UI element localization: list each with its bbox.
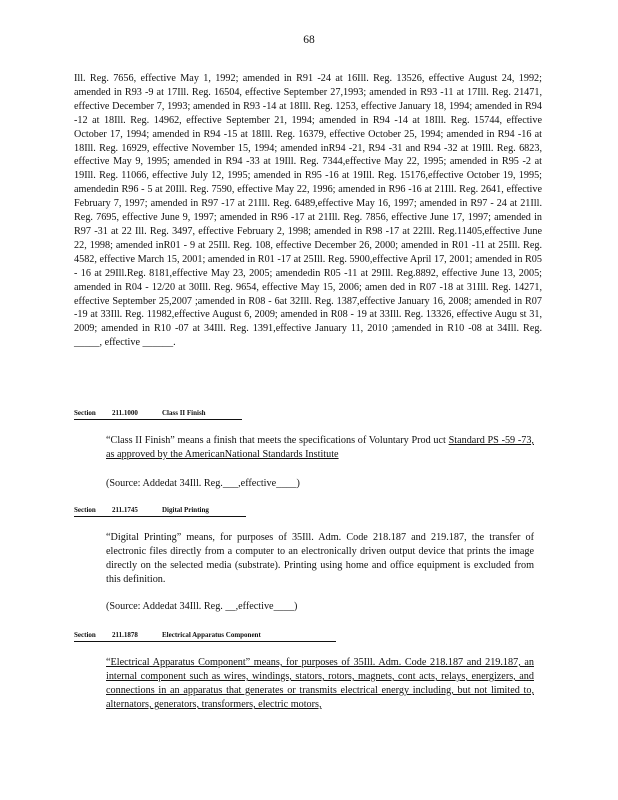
section-title: Electrical Apparatus Component xyxy=(162,631,261,639)
section-title: Digital Printing xyxy=(162,506,209,514)
section-title: Class II Finish xyxy=(162,409,206,417)
section-heading-rule xyxy=(74,419,242,420)
definition-electrical-apparatus-component xyxy=(106,656,534,712)
section-number: 211.1000 xyxy=(112,409,138,417)
definition-text-underlined: Standard PS -59 -73, as approved by the AmericanNational Standards Institute xyxy=(106,435,534,460)
definition-text-underlined: “Electrical Apparatus Component” means, for purposes of 35Ill. Adm. Code 218.187 and 219.187, an internal component such as wires, windings, stators, rotors, magnets, cont acts, relays, energizers, and connections in an apparatus that generates or transmits electrical energy including, but not limited to, alternators, generators, transformers, electric motors, xyxy=(106,657,534,710)
section-heading-211-1000 xyxy=(74,409,206,418)
section-heading-rule xyxy=(74,641,336,642)
definition-class-ii-finish xyxy=(106,434,534,462)
section-label: Section xyxy=(74,506,96,514)
section-label: Section xyxy=(74,409,96,417)
section-heading-rule xyxy=(74,516,246,517)
history-note: Ill. Reg. 7656, effective May 1, 1992; amended in R91 -24 at 16Ill. Reg. 13526, effective August 24, 1992; amended in R93 -9 at 17Ill. Reg. 16504, effective September 27,1993; amended in R93 -11 at 17Ill. Reg. 21471, effective December 7, 1993; amended in R93 -14 at 18Ill. Reg. 1253, effective January 18, 1994; amended in R94 -12 at 18Ill. Reg. 14962, effective September 21, 1994; amended in R94 -14 at 18Ill. Reg. 15744, effective October 17, 1994; amended in R94 -15 at 18Ill. Reg. 16379, effective October 25, 1994; amended in R94 -16 at 18Ill. Reg. 16929, effective November 15, 1994; amended inR94 -21, R94 -31 and R94 -32 at 19Ill. Reg. 6823, effective May 9, 1995; amended in R94 -33 at 19Ill. Reg. 7344,effective May 22, 1995; amended in R95 -2 at 19Ill. Reg. 11066, effective July 12, 1995; amended in R95 -16 at 19Ill. Reg. 15176,effective October 19, 1995; amendedin R96 - 5 at 20Ill. Reg. 7590, effective May 22, 1996; amended in R96 -16 at 21Ill. Reg. 2641, effective February 7, 1997; amended in R97 -17 at 21Ill. Reg. 6489,effective May 16, 1997; amended in R97 - 24 at 21Ill. Reg. 7695, effective June 9, 1997; amended in R96 -17 at 21Ill. Reg. 7856, effective June 17, 1997; amended in R97 -31 at 22 Ill. Reg. 3497, effective February 2, 1998; amended in R98 -17 at 22Ill. Reg.11405,effective June 22, 1998; amended inR01 - 9 at 25Ill. Reg. 108, effective December 26, 2000; amended in R01 -11 at 25Ill. Reg. 4582, effective March 15, 2001; amended in R01 -17 at 25Ill. Reg. 5900,effective April 17, 2001; amended in R05 - 16 at 29Ill.Reg. 8181,effective May 23, 2005; amendedin R05 -11 at 29Ill. Reg.8892, effective June 13, 2005; amended in R04 - 12/20 at 30Ill. Reg. 9654, effective May 15, 2006; amen ded in R07 -18 at 31Ill. Reg. 14271, effective September 25,2007 ;amended in R08 - 6at 32Ill. Reg. 1387,effective January 16, 2008; amended in R07 -19 at 33Ill. Reg. 11982,effective August 6, 2009; amended in R08 - 19 at 33Ill. Reg. 13326, effective Augu st 31, 2009; amended in R10 -07 at 34Ill. Reg. 1391,effective January 11, 2010 ;amended in R10 -08 at 34Ill. Reg. _____, effective ______. xyxy=(74,73,542,349)
section-label: Section xyxy=(74,631,96,639)
definition-digital-printing xyxy=(106,531,534,587)
source-note-211-1000: (Source: Addedat 34Ill. Reg.___,effective____) xyxy=(106,478,300,489)
definition-text-plain: “Digital Printing” means, for purposes of 35Ill. Adm. Code 218.187 and 219.187, the transfer of electronic files directly from a computer to an electronically driven output device that prints the image directly on the selected media (substrate). Printing using home and office equipment is excluded from this definition. xyxy=(106,532,534,585)
page-number: 68 xyxy=(303,34,315,46)
section-heading-211-1878 xyxy=(74,631,261,640)
section-number: 211.1878 xyxy=(112,631,138,639)
section-heading-211-1745 xyxy=(74,506,209,515)
source-note-211-1745: (Source: Addedat 34Ill. Reg. __,effective____) xyxy=(106,601,298,612)
section-number: 211.1745 xyxy=(112,506,138,514)
definition-text: “Class II Finish” means a finish that meets the specifications of Voluntary Prod uct xyxy=(106,435,449,446)
